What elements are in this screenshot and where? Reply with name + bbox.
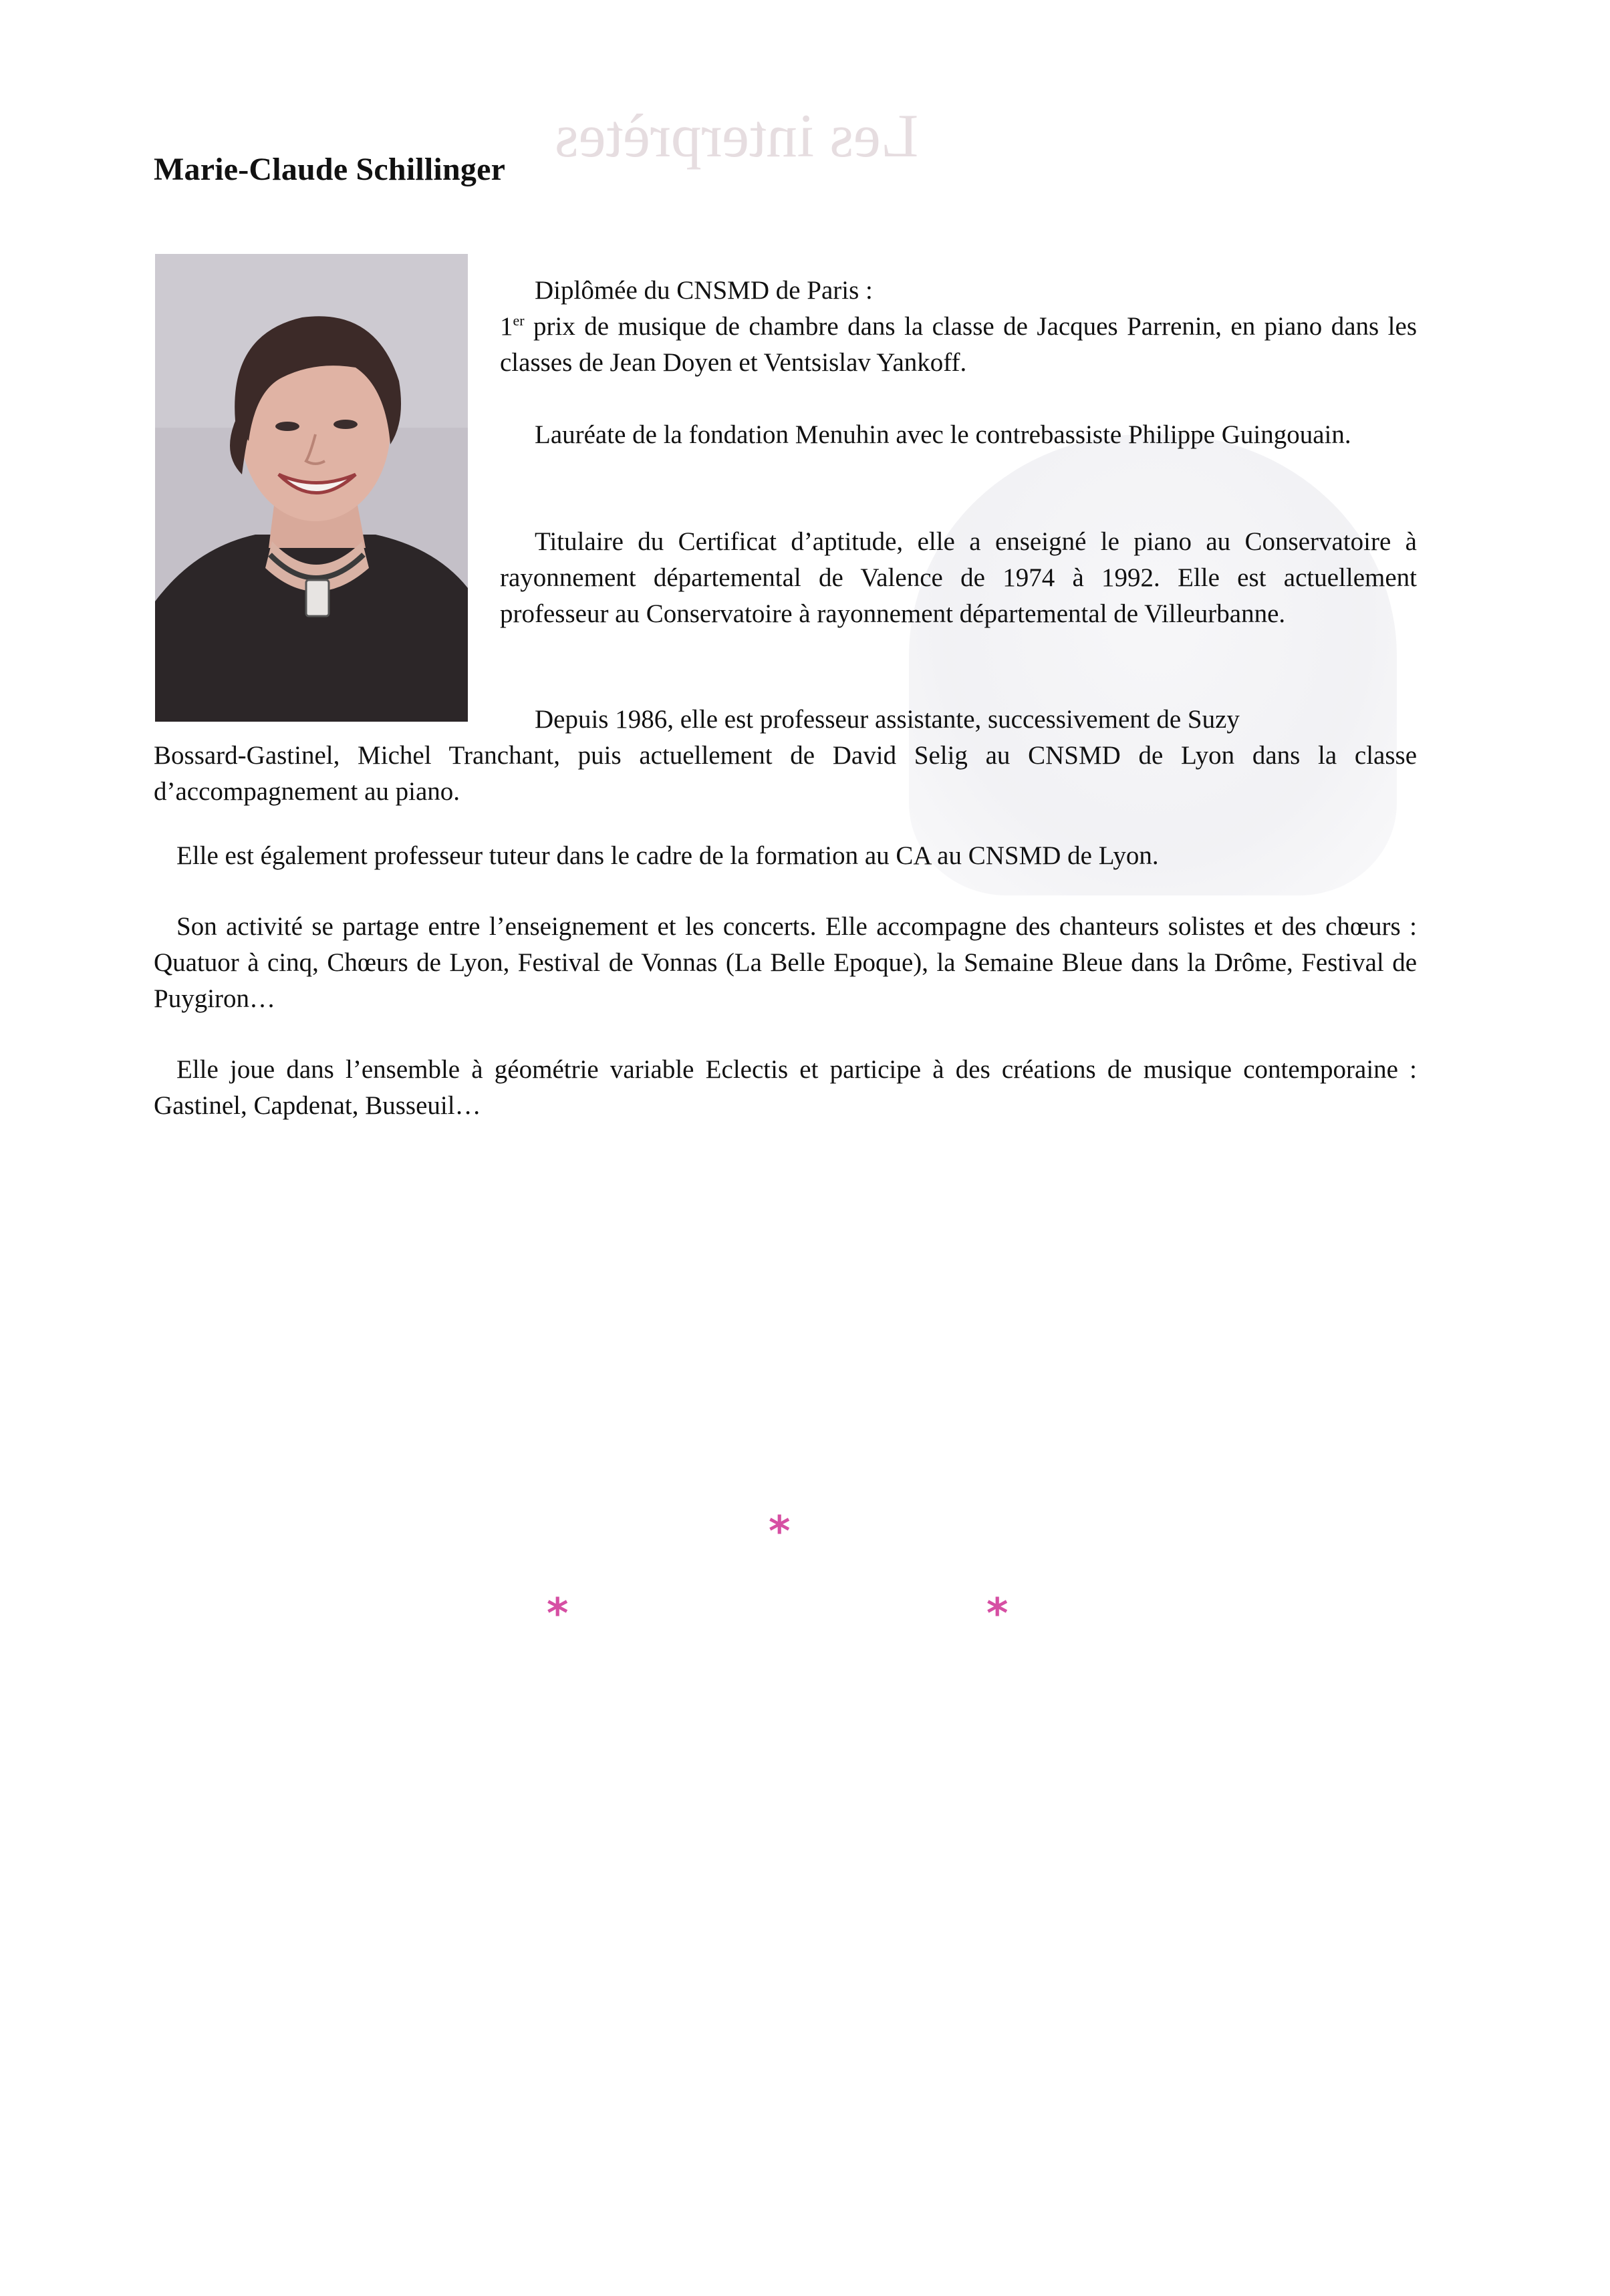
bleed-through-photo bbox=[909, 434, 1397, 895]
page-title: Marie-Claude Schillinger bbox=[154, 152, 506, 187]
diploma-intro: Diplômée du CNSMD de Paris : bbox=[535, 276, 873, 305]
paragraph-activity: Son activité se partage entre l’enseignement et les concerts. Elle accompagne des chanteurs solistes et des chœurs : Quatuor à cinq, Chœurs de Lyon, Festival de Vonnas (La Belle Epoque), la Semaine Bleue dans la Drôme, Festival de Puygiron… bbox=[154, 912, 1417, 1013]
asterisk-ornament-center: * bbox=[769, 1507, 791, 1556]
asterisk-ornament-left: * bbox=[547, 1589, 569, 1638]
diploma-ordinal: 1 bbox=[500, 312, 513, 341]
paragraph-assistant-line1: Depuis 1986, elle est professeur assistante, successivement de Suzy bbox=[535, 705, 1240, 734]
diploma-ordinal-sup: er bbox=[513, 312, 525, 329]
portrait-illustration bbox=[155, 254, 468, 722]
paragraph-assistant-rest: Bossard-Gastinel, Michel Tranchant, puis actuellement de David Selig au CNSMD de Lyon dans la classe d’accompagnement au piano. bbox=[154, 741, 1417, 806]
paragraph-tutor: Elle est également professeur tuteur dans le cadre de la formation au CA au CNSMD de Lyon. bbox=[176, 841, 1159, 870]
paragraph-laureate: Lauréate de la fondation Menuhin avec le contrebassiste Philippe Guingouain. bbox=[535, 420, 1351, 449]
paragraph-ensemble: Elle joue dans l’ensemble à géométrie variable Eclectis et participe à des créations de musique contemporaine : Gastinel, Capdenat, Busseuil… bbox=[154, 1055, 1417, 1120]
asterisk-ornament-right: * bbox=[986, 1589, 1009, 1638]
bleed-through-title: Les interprètes bbox=[555, 102, 919, 170]
diploma-details: prix de musique de chambre dans la classe de Jacques Parrenin, en piano dans les classes de Jean Doyen et Ventsislav Yankoff. bbox=[500, 312, 1417, 377]
portrait-photo bbox=[155, 254, 468, 722]
paragraph-certificate: Titulaire du Certificat d’aptitude, elle a enseigné le piano au Conservatoire à rayonnement départemental de Valence de 1974 à 1992. Elle est actuellement professeur au Conservatoire à rayonnement départemental de Villeurbanne. bbox=[500, 527, 1417, 628]
paragraph-diploma bbox=[500, 273, 1417, 381]
